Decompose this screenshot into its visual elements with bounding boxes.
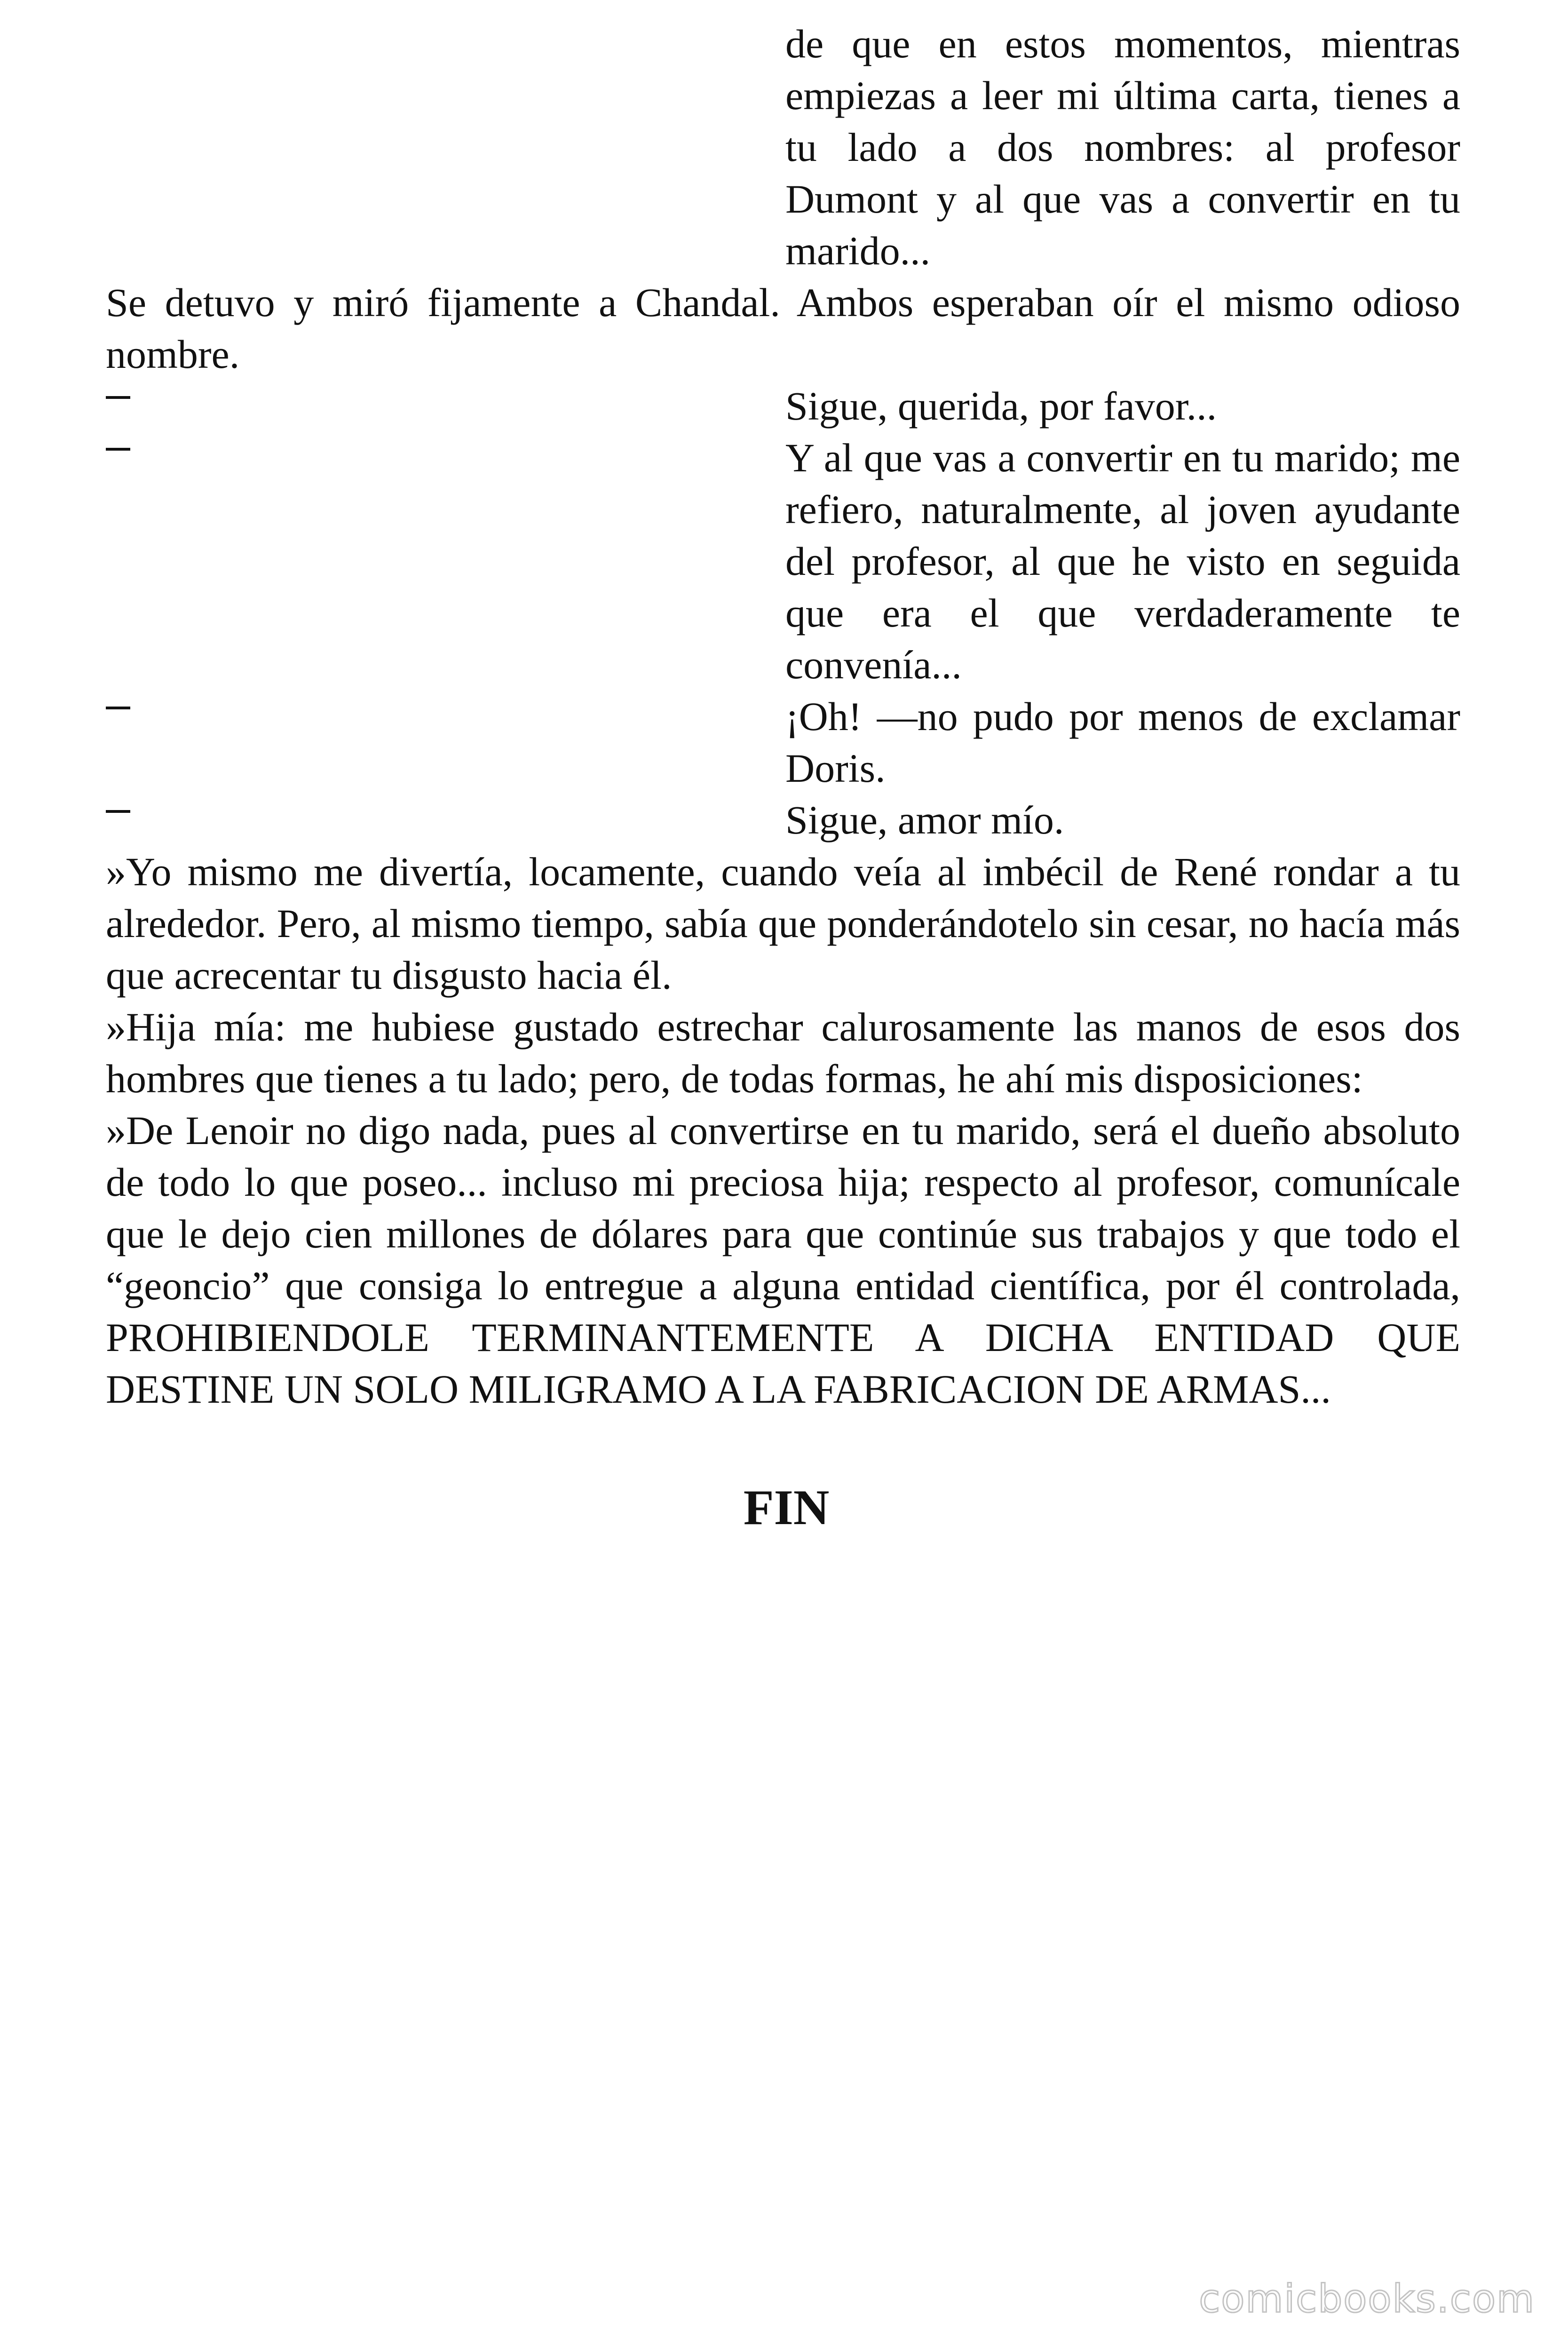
dialogue-text: Sigue, querida, por favor... — [785, 383, 1217, 429]
narration-paragraph: Se detuvo y miró fijamente a Chandal. Ambos esperaban oír el mismo odioso nombre. — [106, 280, 1460, 377]
dialogue-line — [106, 691, 1460, 794]
body-text — [106, 18, 1460, 1415]
dialogue-text: Y al que vas a convertir en tu marido; me refiero, naturalmente, al joven ayudante del profesor, al que he visto en seguida que era el que verdaderamente te convenía... — [785, 435, 1460, 687]
dialogue-line — [106, 432, 1460, 691]
dialogue-text: Sigue, amor mío. — [785, 797, 1064, 842]
dialogue-text: ¡Oh! —no pudo por menos de exclamar Doris. — [785, 694, 1460, 791]
letter-paragraph: »De Lenoir no digo nada, pues al convertirse en tu marido, será el dueño absoluto de todo lo que poseo... incluso mi preciosa hija; respecto al profesor, comunícale que le dejo cien millones de dólares para que continúe sus trabajos y que todo el “geoncio” que consiga lo entregue a alguna entidad científica, por él controlada, PROHIBIENDOLE TERMINANTEMENTE A DICHA ENTIDAD QUE DESTINE UN SOLO MILIGRAMO A LA FABRICACION DE ARMAS... — [106, 1108, 1460, 1412]
dialogue-line — [106, 380, 1460, 432]
end-title — [0, 1477, 1568, 1538]
end-title-text: FIN — [743, 1480, 830, 1535]
letter-paragraph: »Yo mismo me divertía, locamente, cuando veía al imbécil de René rondar a tu alrededor. Pero, al mismo tiempo, sabía que ponderándotelo sin cesar, no hacía más que acrecentar tu disgusto hacia él. — [106, 849, 1460, 998]
letter-quote-continuation: de que en estos momentos, mientras empiezas a leer mi última carta, tienes a tu lado a dos nombres: al profesor Dumont y al que vas a convertir en tu marido... — [785, 21, 1460, 273]
dialogue-line — [106, 794, 1460, 846]
letter-paragraph: »Hija mía: me hubiese gustado estrechar calurosamente las manos de esos dos hombres que tienes a tu lado; pero, de todas formas, he ahí mis disposiciones: — [106, 1004, 1460, 1101]
watermark: comicbooks.com — [1199, 2277, 1535, 2321]
